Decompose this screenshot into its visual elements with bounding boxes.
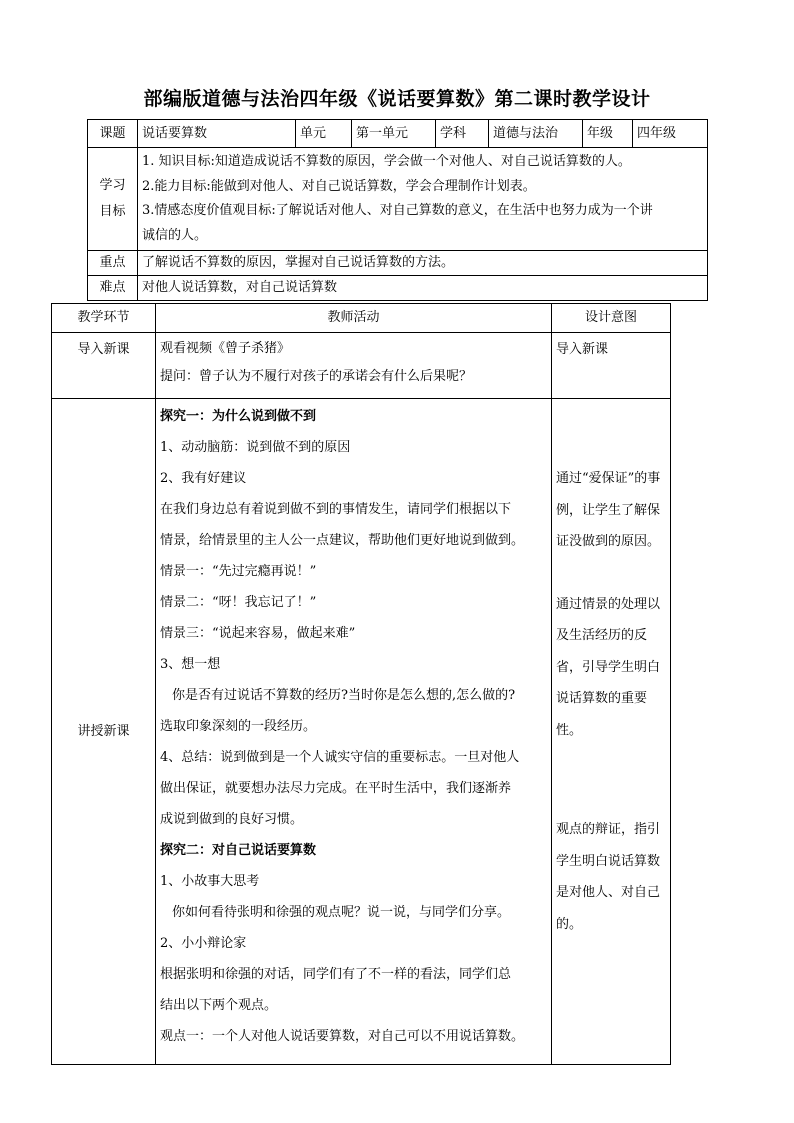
activity-line: 1、动动脑筋：说到做不到的原因 <box>160 440 351 455</box>
goal-item: 3.情感态度价值观目标:了解说话对他人、对自己算数的意义，在生活中也努力成为一个讲 <box>142 203 653 218</box>
page-title: 部编版道德与法治四年级《说话要算数》第二课时教学设计 <box>143 88 651 110</box>
key-point-label: 重点 <box>88 251 138 276</box>
subject-value: 道德与法治 <box>489 120 583 148</box>
difficulty-value: 对他人说话算数，对自己说话算数 <box>138 276 708 301</box>
grade-label: 年级 <box>583 120 633 148</box>
goals-label-line: 目标 <box>99 204 126 219</box>
activity-line: 观点一：一个人对他人说话要算数，对自己可以不用说话算数。 <box>160 1029 525 1044</box>
activity-line: 2、小小辩论家 <box>160 936 247 951</box>
activity-line: 2、我有好建议 <box>160 471 247 486</box>
subject-label: 学科 <box>436 120 489 148</box>
course-info-table <box>87 119 708 301</box>
goal-item: 2.能力目标:能做到对他人、对自己说话算数，学会合理制作计划表。 <box>142 178 536 194</box>
intro-intent: 导入新课 <box>552 333 671 399</box>
inquiry-heading: 探究二：对自己说话要算数 <box>160 843 317 858</box>
activity-line: 你是否有过说话不算数的经历?当时你是怎么想的,怎么做的? <box>172 688 516 703</box>
key-point-value: 了解说话不算数的原因，掌握对自己说话算数的方法。 <box>138 251 708 276</box>
intent-paragraph: 通过“爱保证”的事例，让学生了解保证没做到的原因。 <box>556 471 661 549</box>
goals-label <box>88 148 138 251</box>
intro-line: 观看视频《曾子杀猪》 <box>160 341 291 356</box>
inquiry-heading: 探究一：为什么说到做不到 <box>160 409 317 424</box>
teaching-process-table <box>51 303 671 1065</box>
difficulty-label: 难点 <box>88 276 138 301</box>
header-design-intent: 设计意图 <box>552 304 671 333</box>
grade-value: 四年级 <box>633 120 708 148</box>
activity-line: 情景，给情景里的主人公一点建议，帮助他们更好地说到做到。 <box>160 533 525 548</box>
goals-content <box>138 148 708 251</box>
unit-label: 单元 <box>296 120 352 148</box>
activity-line: 1、小故事大思考 <box>160 874 260 889</box>
activity-line: 根据张明和徐强的对话，同学们有了不一样的看法，同学们总 <box>160 967 512 982</box>
activity-line: 结出以下两个观点。 <box>160 998 278 1013</box>
activity-line: 3、想一想 <box>160 657 221 672</box>
lesson-label: 课题 <box>88 120 138 148</box>
main-activity <box>156 399 552 1065</box>
scenario-line: 情景一：“先过完瘾再说！” <box>160 564 317 579</box>
header-stage: 教学环节 <box>52 304 156 333</box>
main-intent <box>552 399 671 1065</box>
activity-line: 成说到做到的良好习惯。 <box>160 812 304 827</box>
activity-line: 选取印象深刻的一段经历。 <box>160 719 317 734</box>
intro-line: 提问：曾子认为不履行对孩子的承诺会有什么后果呢？ <box>160 369 473 384</box>
lesson-value: 说话要算数 <box>138 120 296 148</box>
main-stage: 讲授新课 <box>52 399 156 1065</box>
unit-value: 第一单元 <box>352 120 436 148</box>
scenario-line: 情景二：“呀！我忘记了！” <box>160 595 317 610</box>
intent-paragraph: 通过情景的处理以及生活经历的反省，引导学生明白说话算数的重要性。 <box>556 596 661 738</box>
activity-line: 做出保证，就要想办法尽力完成。在平时生活中，我们逐渐养 <box>160 781 512 796</box>
goal-item: 诚信的人。 <box>142 227 208 243</box>
activity-line: 在我们身边总有着说到做不到的事情发生，请同学们根据以下 <box>160 502 512 517</box>
intro-activity <box>156 333 552 399</box>
intent-paragraph: 观点的辩证，指引学生明白说话算数是对他人、对自己的。 <box>556 822 661 932</box>
activity-line: 4、总结：说到做到是一个人诚实守信的重要标志。一旦对他人 <box>160 750 520 765</box>
activity-line: 你如何看待张明和徐强的观点呢？说一说，与同学们分享。 <box>172 905 511 920</box>
scenario-line: 情景三：“说起来容易，做起来难” <box>160 626 356 641</box>
goal-item: 1. 知识目标:知道造成说话不算数的原因，学会做一个对他人、对自己说话算数的人。 <box>142 154 631 169</box>
goals-label-line: 学习 <box>99 178 126 193</box>
intro-stage: 导入新课 <box>52 333 156 399</box>
header-teacher-activity: 教师活动 <box>156 304 552 333</box>
